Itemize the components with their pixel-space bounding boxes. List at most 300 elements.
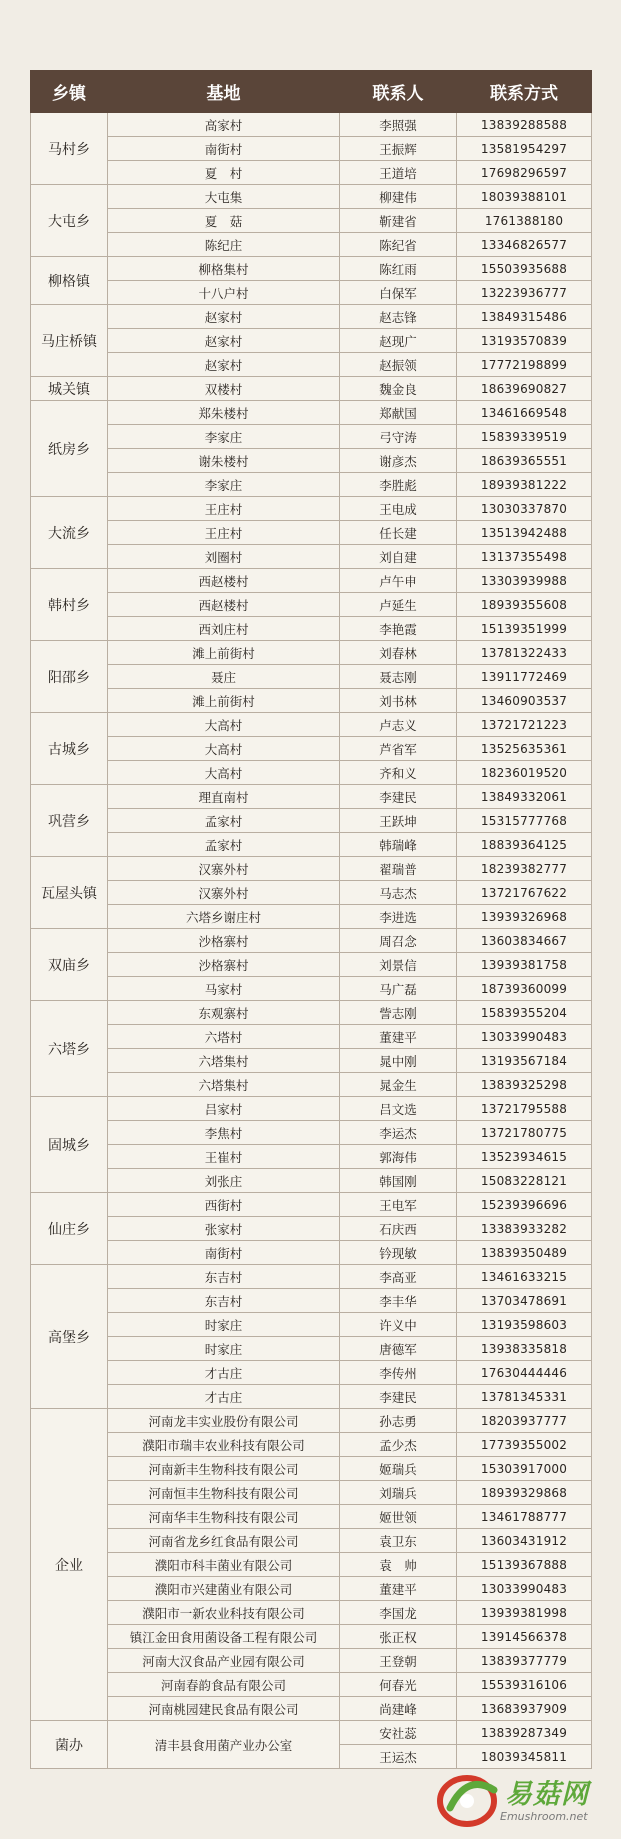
base-cell: 吕家村 [108, 1097, 340, 1121]
contact-cell: 安社蕊 [340, 1721, 457, 1745]
table-row [31, 881, 592, 905]
town-cell: 马村乡 [31, 113, 108, 185]
contact-cell: 李丰华 [340, 1289, 457, 1313]
base-cell: 大高村 [108, 713, 340, 737]
table-row [31, 953, 592, 977]
header-base: 基地 [108, 71, 340, 113]
table-row [31, 569, 592, 593]
contact-cell: 刘瑞兵 [340, 1481, 457, 1505]
table-row [31, 113, 592, 137]
phone-cell: 18939329868 [457, 1481, 592, 1505]
phone-cell: 13033990483 [457, 1577, 592, 1601]
contact-cell: 李运杰 [340, 1121, 457, 1145]
phone-cell: 13137355498 [457, 545, 592, 569]
town-cell: 城关镇 [31, 377, 108, 401]
table-row [31, 689, 592, 713]
table-row [31, 1553, 592, 1577]
table-row [31, 1049, 592, 1073]
table-row [31, 737, 592, 761]
phone-cell: 18039345811 [457, 1745, 592, 1769]
table-row [31, 449, 592, 473]
table-row [31, 1361, 592, 1385]
header-town: 乡镇 [31, 71, 108, 113]
contact-table [30, 70, 592, 1769]
phone-cell: 17630444446 [457, 1361, 592, 1385]
base-cell: 张家村 [108, 1217, 340, 1241]
phone-cell: 13303939988 [457, 569, 592, 593]
contact-cell: 卢午申 [340, 569, 457, 593]
contact-cell: 钤现敏 [340, 1241, 457, 1265]
contact-cell: 刘春林 [340, 641, 457, 665]
phone-cell: 13939381998 [457, 1601, 592, 1625]
base-cell: 李家庄 [108, 425, 340, 449]
table-row [31, 593, 592, 617]
contact-cell: 王道培 [340, 161, 457, 185]
base-cell: 沙格寨村 [108, 929, 340, 953]
phone-cell: 13193598603 [457, 1313, 592, 1337]
base-cell: 赵家村 [108, 305, 340, 329]
contact-cell: 孟少杰 [340, 1433, 457, 1457]
base-cell: 西街村 [108, 1193, 340, 1217]
contact-cell: 马志杰 [340, 881, 457, 905]
table-row [31, 929, 592, 953]
base-cell: 濮阳市瑞丰农业科技有限公司 [108, 1433, 340, 1457]
table-row [31, 833, 592, 857]
phone-cell: 17772198899 [457, 353, 592, 377]
table-row [31, 1169, 592, 1193]
contact-cell: 袁 帅 [340, 1553, 457, 1577]
table-row [31, 1337, 592, 1361]
table-row [31, 857, 592, 881]
table-row [31, 137, 592, 161]
base-cell: 清丰县食用菌产业办公室 [108, 1721, 340, 1769]
phone-cell: 13523934615 [457, 1145, 592, 1169]
town-cell: 菌办 [31, 1721, 108, 1769]
contact-cell: 王登朝 [340, 1649, 457, 1673]
contact-cell: 芦省军 [340, 737, 457, 761]
phone-cell: 18203937777 [457, 1409, 592, 1433]
contact-cell: 齐和义 [340, 761, 457, 785]
base-cell: 西赵楼村 [108, 593, 340, 617]
contact-cell: 姬世领 [340, 1505, 457, 1529]
table-row [31, 257, 592, 281]
base-cell: 才古庄 [108, 1385, 340, 1409]
phone-cell: 13383933282 [457, 1217, 592, 1241]
base-cell: 李家庄 [108, 473, 340, 497]
contact-cell: 李高亚 [340, 1265, 457, 1289]
contact-cell: 靳建省 [340, 209, 457, 233]
base-cell: 谢朱楼村 [108, 449, 340, 473]
contact-cell: 王振辉 [340, 137, 457, 161]
base-cell: 夏 村 [108, 161, 340, 185]
table-row [31, 713, 592, 737]
base-cell: 河南龙丰实业股份有限公司 [108, 1409, 340, 1433]
phone-cell: 13721721223 [457, 713, 592, 737]
table-row [31, 1529, 592, 1553]
header-contact: 联系人 [340, 71, 457, 113]
table-row [31, 1601, 592, 1625]
table-body [31, 113, 592, 1769]
base-cell: 时家庄 [108, 1313, 340, 1337]
phone-cell: 13939381758 [457, 953, 592, 977]
contact-cell: 赵振领 [340, 353, 457, 377]
phone-cell: 13938335818 [457, 1337, 592, 1361]
contact-cell: 谢彦杰 [340, 449, 457, 473]
phone-cell: 13346826577 [457, 233, 592, 257]
phone-cell: 13461669548 [457, 401, 592, 425]
phone-cell: 13839287349 [457, 1721, 592, 1745]
phone-cell: 15139351999 [457, 617, 592, 641]
header-row [31, 71, 592, 113]
table-row [31, 809, 592, 833]
contact-cell: 弓守涛 [340, 425, 457, 449]
contact-cell: 魏金良 [340, 377, 457, 401]
contact-cell: 陈红雨 [340, 257, 457, 281]
base-cell: 王庄村 [108, 497, 340, 521]
table-row [31, 1433, 592, 1457]
phone-cell: 15239396696 [457, 1193, 592, 1217]
contact-cell: 王运杰 [340, 1745, 457, 1769]
phone-cell: 18639365551 [457, 449, 592, 473]
town-cell: 瓦屋头镇 [31, 857, 108, 929]
phone-cell: 13721795588 [457, 1097, 592, 1121]
contact-cell: 李艳霞 [340, 617, 457, 641]
phone-cell: 13461633215 [457, 1265, 592, 1289]
table-row [31, 233, 592, 257]
table-row [31, 1577, 592, 1601]
contact-cell: 柳建伟 [340, 185, 457, 209]
phone-cell: 15539316106 [457, 1673, 592, 1697]
phone-cell: 13525635361 [457, 737, 592, 761]
contact-cell: 任长建 [340, 521, 457, 545]
town-cell: 双庙乡 [31, 929, 108, 1001]
phone-cell: 13781345331 [457, 1385, 592, 1409]
base-cell: 濮阳市科丰菌业有限公司 [108, 1553, 340, 1577]
base-cell: 刘圈村 [108, 545, 340, 569]
phone-cell: 13461788777 [457, 1505, 592, 1529]
contact-cell: 许义中 [340, 1313, 457, 1337]
phone-cell: 13939326968 [457, 905, 592, 929]
base-cell: 东吉村 [108, 1265, 340, 1289]
base-cell: 赵家村 [108, 353, 340, 377]
contact-cell: 刘书林 [340, 689, 457, 713]
phone-cell: 18939355608 [457, 593, 592, 617]
contact-cell: 訾志刚 [340, 1001, 457, 1025]
base-cell: 赵家村 [108, 329, 340, 353]
phone-cell: 13703478691 [457, 1289, 592, 1313]
contact-cell: 赵志锋 [340, 305, 457, 329]
table-row [31, 1697, 592, 1721]
contact-cell: 韩瑞峰 [340, 833, 457, 857]
table-row [31, 1145, 592, 1169]
contact-cell: 王电军 [340, 1193, 457, 1217]
table-row [31, 1001, 592, 1025]
table-row [31, 617, 592, 641]
logo-url: Emushroom.net [500, 1810, 588, 1823]
phone-cell: 13193567184 [457, 1049, 592, 1073]
table-row [31, 1385, 592, 1409]
phone-cell: 18039388101 [457, 185, 592, 209]
base-cell: 汉寨外村 [108, 857, 340, 881]
table-row [31, 1673, 592, 1697]
contact-cell: 李进选 [340, 905, 457, 929]
contact-cell: 李建民 [340, 785, 457, 809]
base-cell: 河南华丰生物科技有限公司 [108, 1505, 340, 1529]
base-cell: 时家庄 [108, 1337, 340, 1361]
contact-cell: 韩国刚 [340, 1169, 457, 1193]
base-cell: 十八户村 [108, 281, 340, 305]
town-cell: 韩村乡 [31, 569, 108, 641]
table-row [31, 473, 592, 497]
base-cell: 滩上前街村 [108, 641, 340, 665]
town-cell: 高堡乡 [31, 1265, 108, 1409]
phone-cell: 13603431912 [457, 1529, 592, 1553]
table-row [31, 281, 592, 305]
phone-cell: 13839350489 [457, 1241, 592, 1265]
base-cell: 沙格寨村 [108, 953, 340, 977]
contact-cell: 郭海伟 [340, 1145, 457, 1169]
phone-cell: 18239382777 [457, 857, 592, 881]
phone-cell: 18236019520 [457, 761, 592, 785]
base-cell: 夏 菇 [108, 209, 340, 233]
phone-cell: 15303917000 [457, 1457, 592, 1481]
contact-cell: 李传州 [340, 1361, 457, 1385]
table-row [31, 1481, 592, 1505]
phone-cell: 13460903537 [457, 689, 592, 713]
base-cell: 孟家村 [108, 809, 340, 833]
base-cell: 大屯集 [108, 185, 340, 209]
table-row [31, 521, 592, 545]
phone-cell: 18739360099 [457, 977, 592, 1001]
base-cell: 六塔村 [108, 1025, 340, 1049]
phone-cell: 17698296597 [457, 161, 592, 185]
contact-cell: 何春光 [340, 1673, 457, 1697]
table-row [31, 305, 592, 329]
phone-cell: 13223936777 [457, 281, 592, 305]
phone-cell: 18939381222 [457, 473, 592, 497]
table-row [31, 1505, 592, 1529]
contact-cell: 王跃坤 [340, 809, 457, 833]
base-cell: 理直南村 [108, 785, 340, 809]
table-row [31, 329, 592, 353]
base-cell: 汉寨外村 [108, 881, 340, 905]
contact-cell: 卢延生 [340, 593, 457, 617]
contact-cell: 晁金生 [340, 1073, 457, 1097]
phone-cell: 15503935688 [457, 257, 592, 281]
town-cell: 六塔乡 [31, 1001, 108, 1097]
table-row [31, 1121, 592, 1145]
base-cell: 马家村 [108, 977, 340, 1001]
base-cell: 河南春韵食品有限公司 [108, 1673, 340, 1697]
phone-cell: 13849315486 [457, 305, 592, 329]
base-cell: 濮阳市兴建菌业有限公司 [108, 1577, 340, 1601]
base-cell: 聂庄 [108, 665, 340, 689]
base-cell: 东观寨村 [108, 1001, 340, 1025]
contact-cell: 唐德军 [340, 1337, 457, 1361]
phone-cell: 13721780775 [457, 1121, 592, 1145]
base-cell: 东吉村 [108, 1289, 340, 1313]
table-row [31, 785, 592, 809]
town-cell: 阳邵乡 [31, 641, 108, 713]
table-row [31, 905, 592, 929]
contact-cell: 白保军 [340, 281, 457, 305]
base-cell: 陈纪庄 [108, 233, 340, 257]
table-row [31, 425, 592, 449]
base-cell: 孟家村 [108, 833, 340, 857]
base-cell: 王崔村 [108, 1145, 340, 1169]
contact-cell: 王电成 [340, 497, 457, 521]
town-cell: 柳格镇 [31, 257, 108, 305]
base-cell: 李焦村 [108, 1121, 340, 1145]
base-cell: 郑朱楼村 [108, 401, 340, 425]
phone-cell: 18639690827 [457, 377, 592, 401]
table-row [31, 161, 592, 185]
base-cell: 六塔集村 [108, 1049, 340, 1073]
phone-cell: 13581954297 [457, 137, 592, 161]
base-cell: 西赵楼村 [108, 569, 340, 593]
table-row [31, 1217, 592, 1241]
phone-cell: 15139367888 [457, 1553, 592, 1577]
base-cell: 双楼村 [108, 377, 340, 401]
contact-cell: 李照强 [340, 113, 457, 137]
town-cell: 马庄桥镇 [31, 305, 108, 377]
phone-cell: 13513942488 [457, 521, 592, 545]
contact-cell: 李国龙 [340, 1601, 457, 1625]
table-row [31, 1193, 592, 1217]
base-cell: 才古庄 [108, 1361, 340, 1385]
contact-cell: 姬瑞兵 [340, 1457, 457, 1481]
contact-cell: 石庆西 [340, 1217, 457, 1241]
phone-cell: 15839355204 [457, 1001, 592, 1025]
phone-cell: 13839325298 [457, 1073, 592, 1097]
table-row [31, 353, 592, 377]
contact-cell: 董建平 [340, 1577, 457, 1601]
table-row [31, 401, 592, 425]
table-row [31, 1409, 592, 1433]
table-row [31, 545, 592, 569]
table-row [31, 1097, 592, 1121]
town-cell: 企业 [31, 1409, 108, 1721]
base-cell: 刘张庄 [108, 1169, 340, 1193]
base-cell: 六塔乡谢庄村 [108, 905, 340, 929]
contact-cell: 李建民 [340, 1385, 457, 1409]
table-row [31, 977, 592, 1001]
contact-cell: 聂志刚 [340, 665, 457, 689]
town-cell: 大屯乡 [31, 185, 108, 257]
logo-name: 易菇网 [505, 1779, 589, 1810]
contact-cell: 袁卫东 [340, 1529, 457, 1553]
table-row [31, 1625, 592, 1649]
contact-cell: 董建平 [340, 1025, 457, 1049]
contact-cell: 吕文选 [340, 1097, 457, 1121]
base-cell: 濮阳市一新农业科技有限公司 [108, 1601, 340, 1625]
contact-cell: 马广磊 [340, 977, 457, 1001]
table-row [31, 497, 592, 521]
phone-cell: 13839288588 [457, 113, 592, 137]
base-cell: 大高村 [108, 737, 340, 761]
phone-cell: 1761388180 [457, 209, 592, 233]
table-row [31, 209, 592, 233]
town-cell: 古城乡 [31, 713, 108, 785]
phone-cell: 13849332061 [457, 785, 592, 809]
contact-cell: 尚建峰 [340, 1697, 457, 1721]
phone-cell: 13193570839 [457, 329, 592, 353]
contact-cell: 刘自建 [340, 545, 457, 569]
table-row [31, 1241, 592, 1265]
table-row [31, 1289, 592, 1313]
town-cell: 大流乡 [31, 497, 108, 569]
phone-cell: 13721767622 [457, 881, 592, 905]
contact-cell: 翟瑞普 [340, 857, 457, 881]
base-cell: 柳格集村 [108, 257, 340, 281]
phone-cell: 13683937909 [457, 1697, 592, 1721]
table-row [31, 665, 592, 689]
base-cell: 大高村 [108, 761, 340, 785]
phone-cell: 15315777768 [457, 809, 592, 833]
town-cell: 固城乡 [31, 1097, 108, 1193]
contact-cell: 周召念 [340, 929, 457, 953]
town-cell: 仙庄乡 [31, 1193, 108, 1265]
table-row [31, 185, 592, 209]
phone-cell: 13839377779 [457, 1649, 592, 1673]
table-row [31, 1649, 592, 1673]
base-cell: 滩上前街村 [108, 689, 340, 713]
table-row [31, 1457, 592, 1481]
base-cell: 河南桃园建民食品有限公司 [108, 1697, 340, 1721]
town-cell: 纸房乡 [31, 401, 108, 497]
phone-cell: 15083228121 [457, 1169, 592, 1193]
contact-cell: 张正权 [340, 1625, 457, 1649]
phone-cell: 13781322433 [457, 641, 592, 665]
table-row [31, 377, 592, 401]
contact-table-container [30, 70, 591, 1769]
table-row [31, 1025, 592, 1049]
phone-cell: 13033990483 [457, 1025, 592, 1049]
phone-cell: 18839364125 [457, 833, 592, 857]
contact-cell: 孙志勇 [340, 1409, 457, 1433]
base-cell: 河南新丰生物科技有限公司 [108, 1457, 340, 1481]
table-header [31, 71, 592, 113]
table-row [31, 1073, 592, 1097]
base-cell: 河南大汉食品产业园有限公司 [108, 1649, 340, 1673]
base-cell: 南街村 [108, 1241, 340, 1265]
contact-cell: 卢志义 [340, 713, 457, 737]
table-row [31, 1265, 592, 1289]
town-cell: 巩营乡 [31, 785, 108, 857]
contact-cell: 李胜彪 [340, 473, 457, 497]
phone-cell: 15839339519 [457, 425, 592, 449]
base-cell: 王庄村 [108, 521, 340, 545]
header-phone: 联系方式 [457, 71, 592, 113]
base-cell: 西刘庄村 [108, 617, 340, 641]
base-cell: 镇江金田食用菌设备工程有限公司 [108, 1625, 340, 1649]
contact-cell: 晁中刚 [340, 1049, 457, 1073]
phone-cell: 13914566378 [457, 1625, 592, 1649]
table-row [31, 761, 592, 785]
table-row [31, 1313, 592, 1337]
table-row [31, 641, 592, 665]
phone-cell: 13911772469 [457, 665, 592, 689]
phone-cell: 13603834667 [457, 929, 592, 953]
contact-cell: 刘景信 [340, 953, 457, 977]
table-row [31, 1721, 592, 1745]
base-cell: 河南省龙乡红食品有限公司 [108, 1529, 340, 1553]
base-cell: 六塔集村 [108, 1073, 340, 1097]
base-cell: 河南恒丰生物科技有限公司 [108, 1481, 340, 1505]
phone-cell: 17739355002 [457, 1433, 592, 1457]
phone-cell: 13030337870 [457, 497, 592, 521]
contact-cell: 郑献国 [340, 401, 457, 425]
